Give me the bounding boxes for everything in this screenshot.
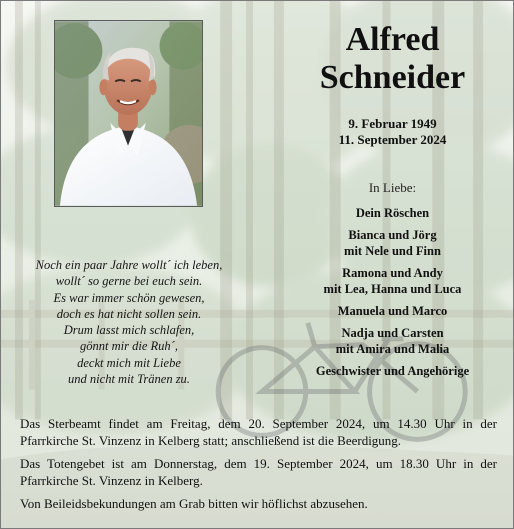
mourner-group-4 — [280, 303, 505, 319]
mourner-group-3 — [280, 265, 505, 297]
mourner-group-1 — [280, 205, 505, 221]
mourner-line: mit Amira und Malia — [335, 342, 450, 356]
portrait-photo — [54, 20, 203, 207]
poem-line: gönnt mir die Ruh´, — [80, 339, 178, 354]
poem-line: wollt´ so gerne bei euch sein. — [55, 274, 203, 289]
mourner-line: mit Lea, Hanna und Luca — [323, 282, 462, 296]
deceased-name — [280, 21, 505, 97]
poem-line: Drum lasst mich schlafen, — [63, 323, 195, 338]
first-name: Alfred — [345, 21, 440, 58]
mourner-line: Ramona und Andy — [342, 266, 443, 280]
mourner-line: Nadja und Carsten — [341, 326, 444, 340]
memorial-poem — [11, 257, 247, 387]
death-date: 11. September 2024 — [338, 132, 447, 147]
poem-line: doch es hat nicht sollen sein. — [56, 306, 202, 321]
birth-date: 9. Februar 1949 — [348, 116, 437, 131]
mourner-line: Dein Röschen — [355, 206, 430, 220]
condolence-notice: Von Beileidsbekundungen am Grab bitten wir höflichst abzusehen. — [20, 496, 368, 511]
prayer-notice: Das Totengebet ist am Donnerstag, dem 19. September 2024, um 18.30 Uhr in der Pfarrkirche St. Vinzenz in Kelberg. — [20, 456, 497, 488]
mourner-group-2 — [280, 227, 505, 259]
poem-line: Es war immer schön gewesen, — [53, 290, 205, 305]
in-love-label: In Liebe: — [368, 180, 417, 195]
mourner-line: Bianca und Jörg — [348, 228, 437, 242]
service-notices — [20, 415, 497, 512]
mourner-group-6 — [280, 363, 505, 379]
mourner-line: mit Nele und Finn — [344, 244, 441, 258]
mourner-group-5 — [280, 325, 505, 357]
mourners-list — [280, 180, 505, 385]
life-dates — [280, 116, 505, 148]
mourner-line: Manuela und Marco — [337, 304, 448, 318]
last-name: Schneider — [319, 59, 466, 96]
poem-line: und nicht mit Tränen zu. — [68, 372, 190, 387]
poem-line: Noch ein paar Jahre wollt´ ich leben, — [35, 258, 223, 272]
requiem-notice: Das Sterbeamt findet am Freitag, dem 20. September 2024, um 14.30 Uhr in der Pfarrkirche St. Vinzenz in Kelberg statt; anschließend ist die Beerdigung. — [20, 416, 497, 448]
mourner-line: Geschwister und Angehörige — [315, 364, 470, 378]
poem-line: deckt mich mit Liebe — [77, 355, 181, 370]
